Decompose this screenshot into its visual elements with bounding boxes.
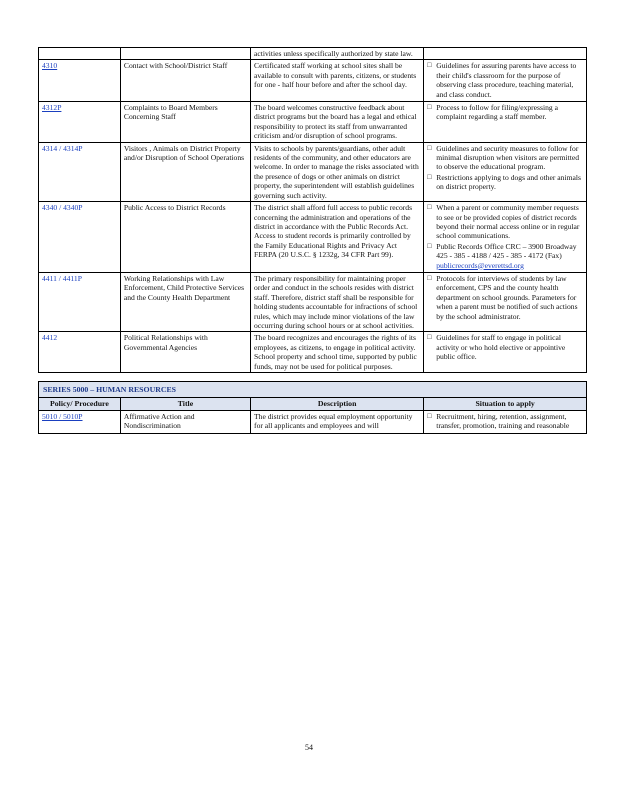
policy-link-5010[interactable]: 5010 / 5010P	[42, 411, 83, 421]
title-cell	[120, 48, 250, 60]
column-header-title: Title	[120, 398, 250, 410]
situation-item: □ Process to follow for filing/expressing a complaint regarding a staff member.	[427, 103, 583, 122]
column-header-description: Description	[251, 398, 424, 410]
policy-link-4310[interactable]: 4310	[42, 61, 58, 71]
table-row	[39, 332, 587, 373]
title-cell: Public Access to District Records	[120, 202, 250, 273]
description-cell: The board recognizes and encourages the rights of its employees, as citizens, to engage in political activity. School property and school time, supported by public funds, may not be used for political purposes.	[251, 332, 424, 373]
title-cell: Contact with School/District Staff	[120, 60, 250, 102]
series-label: SERIES 5000 – HUMAN RESOURCES	[39, 382, 587, 398]
policy-number-4412: 4412	[42, 333, 58, 343]
table-row	[39, 102, 587, 143]
situation-cell	[424, 102, 587, 143]
description-cell: The board welcomes constructive feedback about district programs but the board has a legal and ethical responsibility to protect its staff from unwarranted criticism and/or disruption of school programs.	[251, 102, 424, 143]
situation-item: □ Guidelines for assuring parents have access to their child's classroom for the purpose of observing class procedure, teaching material, and class conduct.	[427, 61, 583, 99]
description-cell: The district shall afford full access to public records concerning the administration and operations of the district in accordance with the Public Records Act. Access to student records is primarily controlled by the Family Educational Rights and Privacy Act FERPA (20 U.S.C. § 1232g, 34 CFR Part 99).	[251, 202, 424, 273]
column-header-situation: Situation to apply	[424, 398, 587, 410]
policy-link-4312p[interactable]: 4312P	[42, 103, 62, 113]
title-cell: Political Relationships with Governmental Agencies	[120, 332, 250, 373]
situation-cell	[424, 332, 587, 373]
series-header-row	[39, 382, 587, 398]
page-number: 54	[305, 743, 313, 752]
situation-item: □ Protocols for interviews of students by law enforcement, CPS and the county health department on school grounds. Parameters for when a parent must be notified of such actions by the school administrator.	[427, 274, 583, 321]
situation-item: □ Recruitment, hiring, retention, assignment, transfer, promotion, training and reasonable	[427, 412, 583, 431]
table-row	[39, 410, 587, 433]
policy-number-4314: 4314 / 4314P	[42, 143, 83, 153]
situation-cell	[424, 272, 587, 331]
policy-number-4411: 4411 / 4411P	[42, 273, 82, 283]
policy-cell	[39, 48, 121, 60]
situation-cell	[424, 142, 587, 201]
policy-table-page	[38, 47, 587, 434]
situation-cell	[424, 410, 587, 433]
table-row	[39, 142, 587, 201]
situation-cell	[424, 202, 587, 273]
table-row	[39, 202, 587, 273]
description-cell: The district provides equal employment opportunity for all applicants and employees and will	[251, 410, 424, 433]
table-row	[39, 60, 587, 102]
description-cell: Certificated staff working at school sites shall be available to consult with parents, citizens, or students for one - half hour before and after the school day.	[251, 60, 424, 102]
policy-table	[38, 47, 587, 434]
column-header-policy: Policy/ Procedure	[39, 398, 121, 410]
situation-item: □ Restrictions applying to dogs and other animals on district property.	[427, 173, 583, 192]
table-spacer	[39, 373, 587, 382]
situation-item: □ Guidelines for staff to engage in political activity or who hold elective or appointive public office.	[427, 333, 583, 361]
title-cell: Affirmative Action and Nondiscrimination	[120, 410, 250, 433]
description-cell: activities unless specifically authorized by state law.	[251, 48, 424, 60]
situation-item: □ When a parent or community member requests to see or be provided copies of district records beyond their normal access online or in regular school communications.	[427, 203, 583, 241]
policy-number-4340: 4340 / 4340P	[42, 203, 83, 213]
situation-cell	[424, 60, 587, 102]
title-cell: Visitors , Animals on District Property and/or Disruption of School Operations	[120, 142, 250, 201]
table-row	[39, 272, 587, 331]
table-row	[39, 48, 587, 60]
situation-item: □ Guidelines and security measures to follow for minimal disruption when visitors are permitted to observe the educational program.	[427, 144, 583, 172]
public-records-email-link[interactable]: publicrecords@everettsd.org	[436, 260, 524, 270]
description-cell: The primary responsibility for maintaining proper order and conduct in the schools resides with district staff. Therefore, district staff shall be responsible for holding students accountable for infractions of school rules, which may include minor violations of the law occurring during school hours or at school activities.	[251, 272, 424, 331]
situation-item	[427, 242, 583, 270]
situation-cell	[424, 48, 587, 60]
description-cell: Visits to schools by parents/guardians, other adult residents of the community, and other educators are welcome. In order to manage the risks associated with the presence of dogs or other animals on district property, the superintendent will establish guidelines governing such activity.	[251, 142, 424, 201]
title-cell: Complaints to Board Members Concerning Staff	[120, 102, 250, 143]
public-records-contact: Public Records Office CRC – 3900 Broadway 425 - 385 - 4188 / 425 - 385 - 4172 (Fax)	[436, 241, 577, 261]
title-cell: Working Relationships with Law Enforcement, Child Protective Services and the County Health Department	[120, 272, 250, 331]
column-header-row	[39, 398, 587, 410]
